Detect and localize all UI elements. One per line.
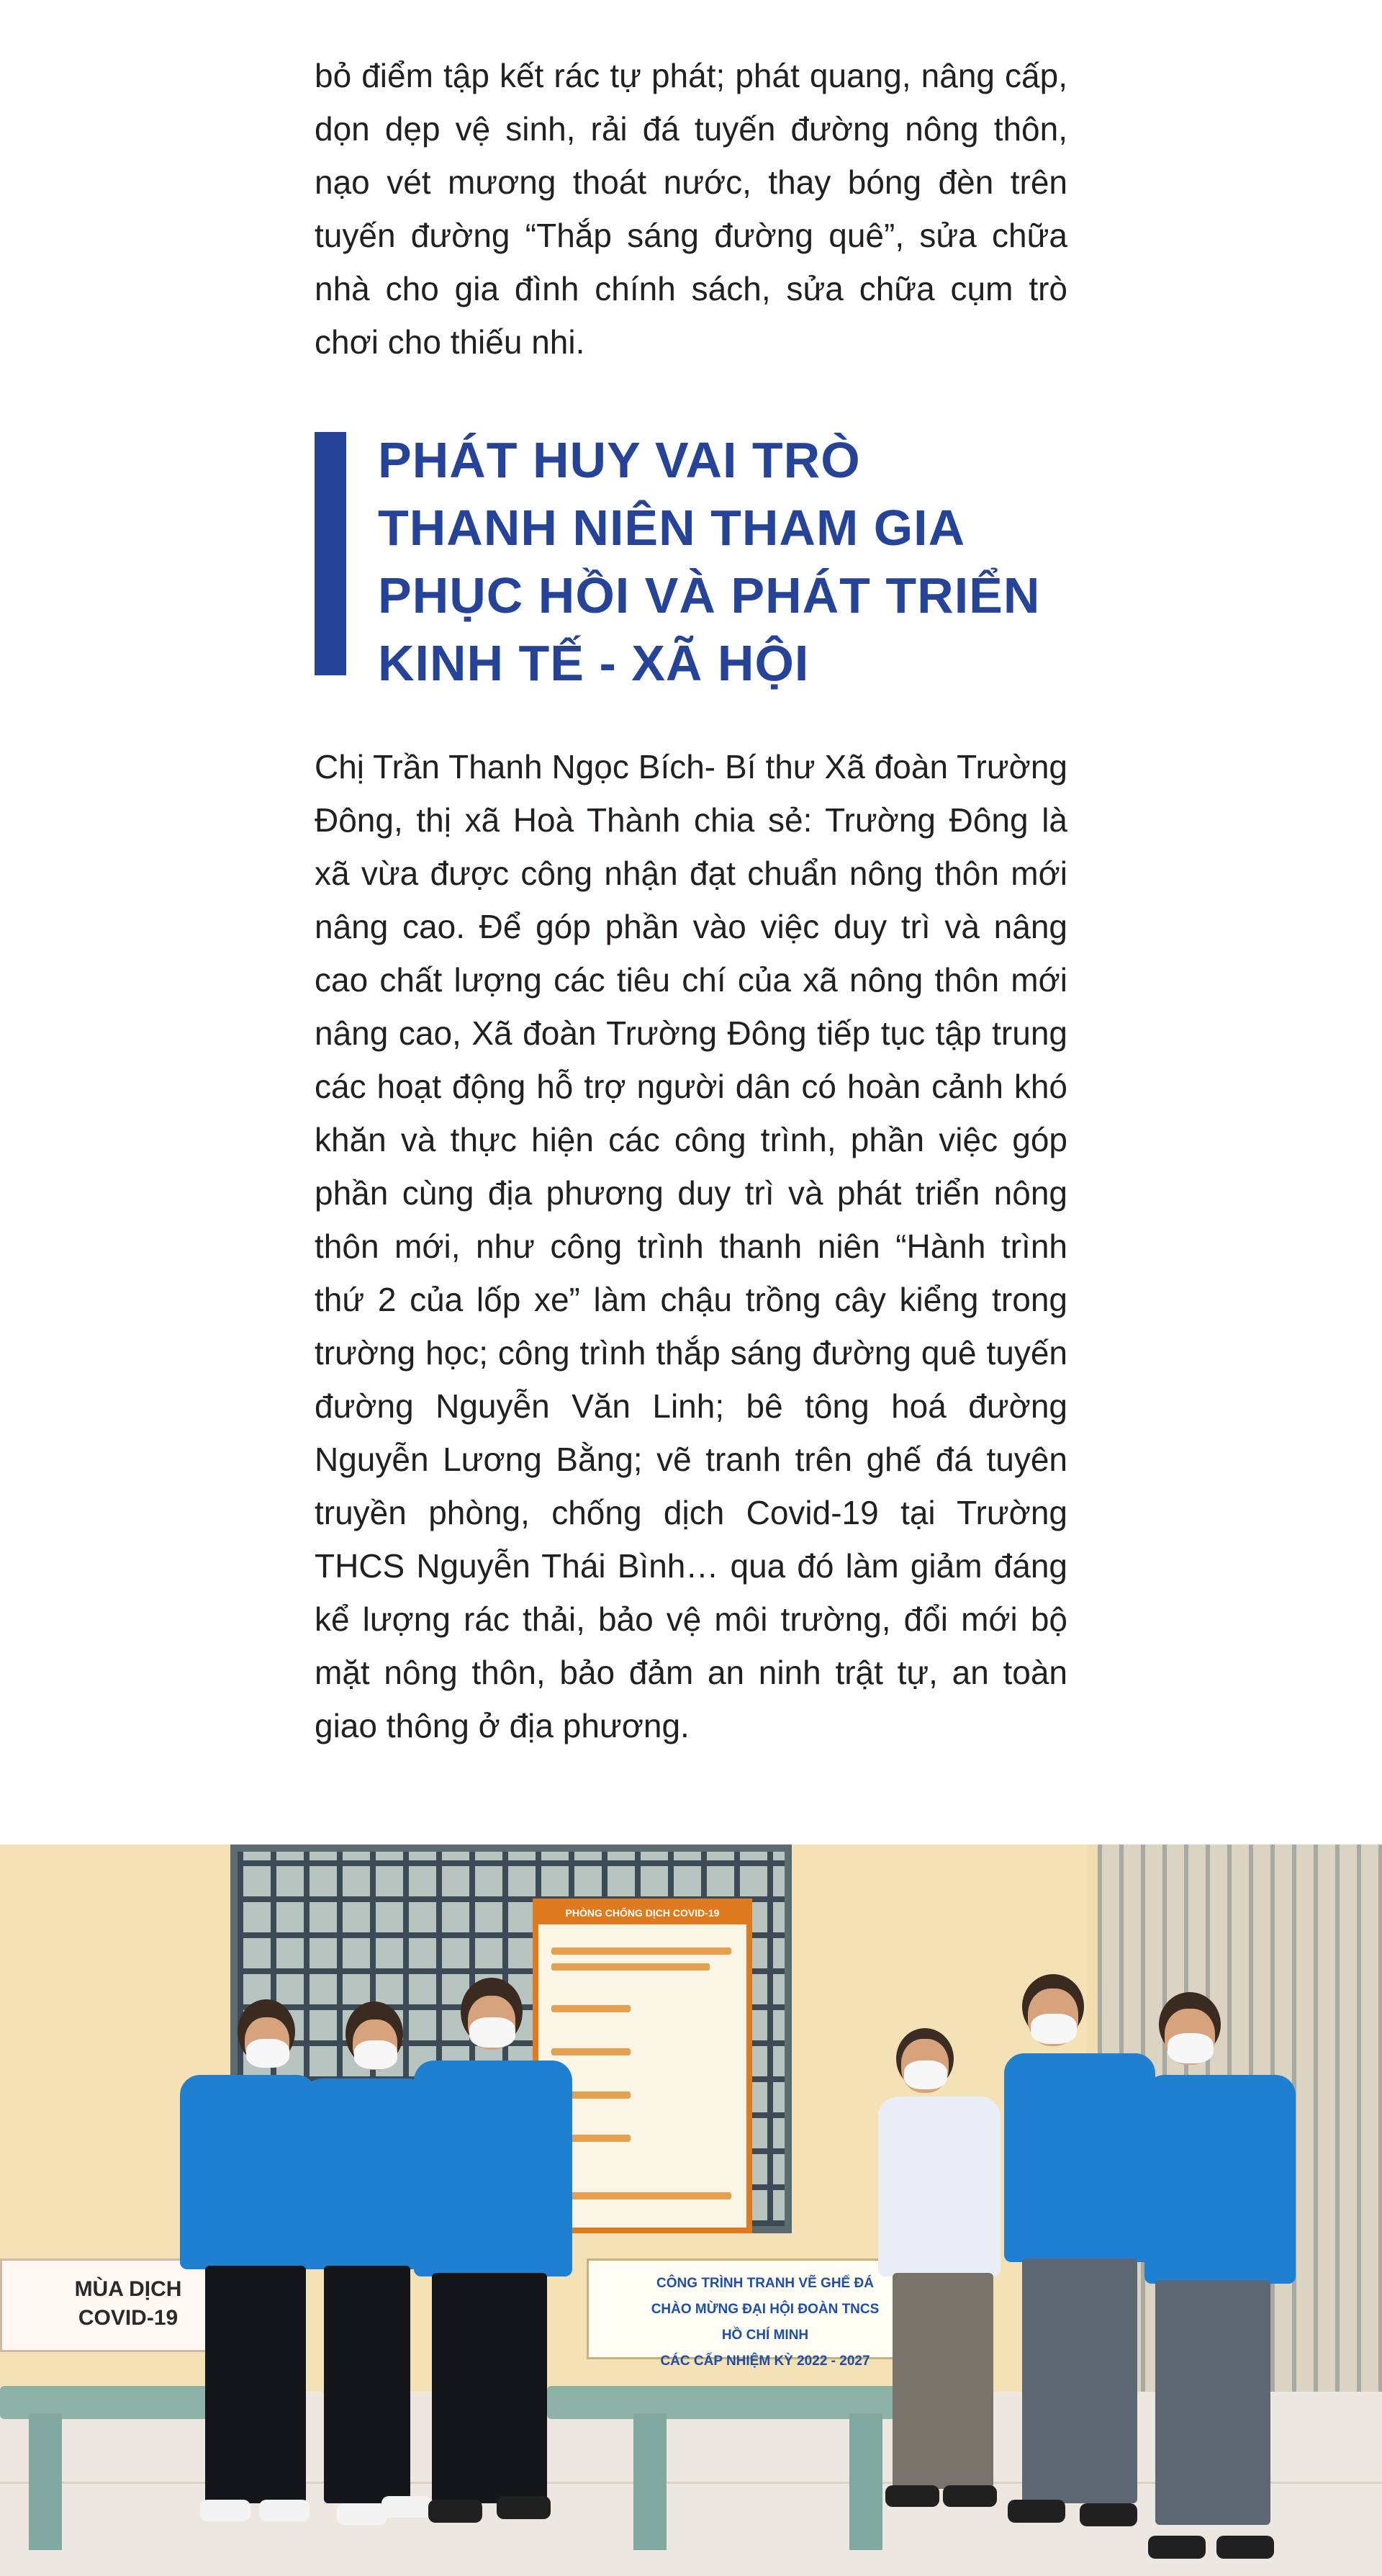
person-shoe	[259, 2500, 310, 2521]
bench-leg	[29, 2413, 62, 2550]
bench-sign-right-text: CÔNG TRÌNH TRANH VẼ GHẾ ĐÁ CHÀO MỪNG ĐẠI HỘI ĐOÀN TNCS HỒ CHÍ MINH CÁC CẤP NHIỆM KỲ 2022 - 2027	[651, 2276, 880, 2369]
face-mask	[469, 2017, 515, 2048]
bench-sign-right	[587, 2258, 896, 2369]
youth-shirt	[302, 2079, 428, 2269]
person-shoe	[1216, 2536, 1274, 2559]
adult-shirt	[878, 2097, 1001, 2276]
youth-shirt	[1004, 2053, 1155, 2262]
bench-leg	[633, 2413, 667, 2550]
bench-sign-left-text: MÙA DỊCH COVID-19	[74, 2277, 182, 2330]
youth-shirt	[180, 2075, 317, 2269]
person-shoe	[381, 2496, 432, 2518]
intro-paragraph: bỏ điểm tập kết rác tự phát; phát quang, nâng cấp, dọn dẹp vệ sinh, rải đá tuyến đường nông thôn, nạo vét mương thoát nước, thay bóng đèn trên tuyến đường “Thắp sáng đường quê”, sửa chữa nhà cho gia đình chính sách, sửa chữa cụm trò chơi cho thiếu nhi.	[315, 57, 1067, 361]
person-pants	[893, 2273, 993, 2489]
person-pants	[1022, 2258, 1137, 2503]
face-mask	[1168, 2033, 1214, 2063]
bench-leg	[849, 2413, 882, 2550]
poster-line	[551, 2005, 631, 2012]
person-shoe	[497, 2496, 551, 2519]
person-pants	[324, 2266, 410, 2503]
youth-shirt	[414, 2061, 572, 2276]
face-mask	[904, 2061, 947, 2089]
face-mask	[1031, 2014, 1077, 2044]
bench-sign-left	[0, 2258, 216, 2352]
article-photo	[0, 1845, 1382, 2576]
body-paragraph: Chị Trần Thanh Ngọc Bích- Bí thư Xã đoàn Trường Đông, thị xã Hoà Thành chia sẻ: Trường Đông là xã vừa được công nhận đạt chuẩn nông thôn mới nâng cao. Để góp phần vào việc duy trì và nâng cao chất lượng các tiêu chí của xã nông thôn mới nâng cao, Xã đoàn Trường Đông tiếp tục tập trung các hoạt động hỗ trợ người dân có hoàn cảnh khó khăn và thực hiện các công trình, phần việc góp phần cùng địa phương duy trì và phát triển nông thôn mới, như công trình thanh niên “Hành trình thứ 2 của lốp xe” làm chậu trồng cây kiểng trong trường học; công trình thắp sáng đường quê tuyến đường Nguyễn Văn Linh; bê tông hoá đường Nguyễn Lương Bằng; vẽ tranh trên ghế đá tuyên truyền phòng, chống dịch Covid-19 tại Trường THCS Nguyễn Thái Bình… qua đó làm giảm đáng kể lượng rác thải, bảo vệ môi trường, đổi mới bộ mặt nông thôn, bảo đảm an ninh trật tự, an toàn giao thông ở địa phương.	[315, 748, 1067, 1744]
person-shoe	[428, 2500, 482, 2523]
person-shoe	[1008, 2500, 1065, 2523]
person-shoe	[1148, 2536, 1206, 2559]
person-pants	[432, 2273, 547, 2503]
heading-accent-bar	[315, 432, 346, 675]
person-shoe	[200, 2500, 250, 2521]
person-pants	[205, 2266, 306, 2503]
person-shoe	[337, 2503, 387, 2525]
section-heading-text: PHÁT HUY VAI TRÒ THANH NIÊN THAM GIA PHỤC HỒI VÀ PHÁT TRIỂN KINH TẾ - XÃ HỘI	[378, 432, 1041, 691]
poster-line	[551, 1963, 710, 1971]
face-mask	[246, 2039, 289, 2068]
youth-shirt	[1144, 2075, 1296, 2284]
person-shoe	[1080, 2503, 1137, 2526]
covid-poster-title: PHÒNG CHỐNG DỊCH COVID-19	[565, 1907, 720, 1919]
face-mask	[354, 2040, 397, 2069]
poster-line	[551, 1947, 731, 1955]
poster-line	[551, 2192, 731, 2199]
person-pants	[1155, 2280, 1270, 2525]
person-shoe	[943, 2485, 997, 2507]
person-shoe	[885, 2485, 939, 2507]
section-heading	[315, 432, 1067, 691]
poster-line	[551, 2048, 631, 2055]
